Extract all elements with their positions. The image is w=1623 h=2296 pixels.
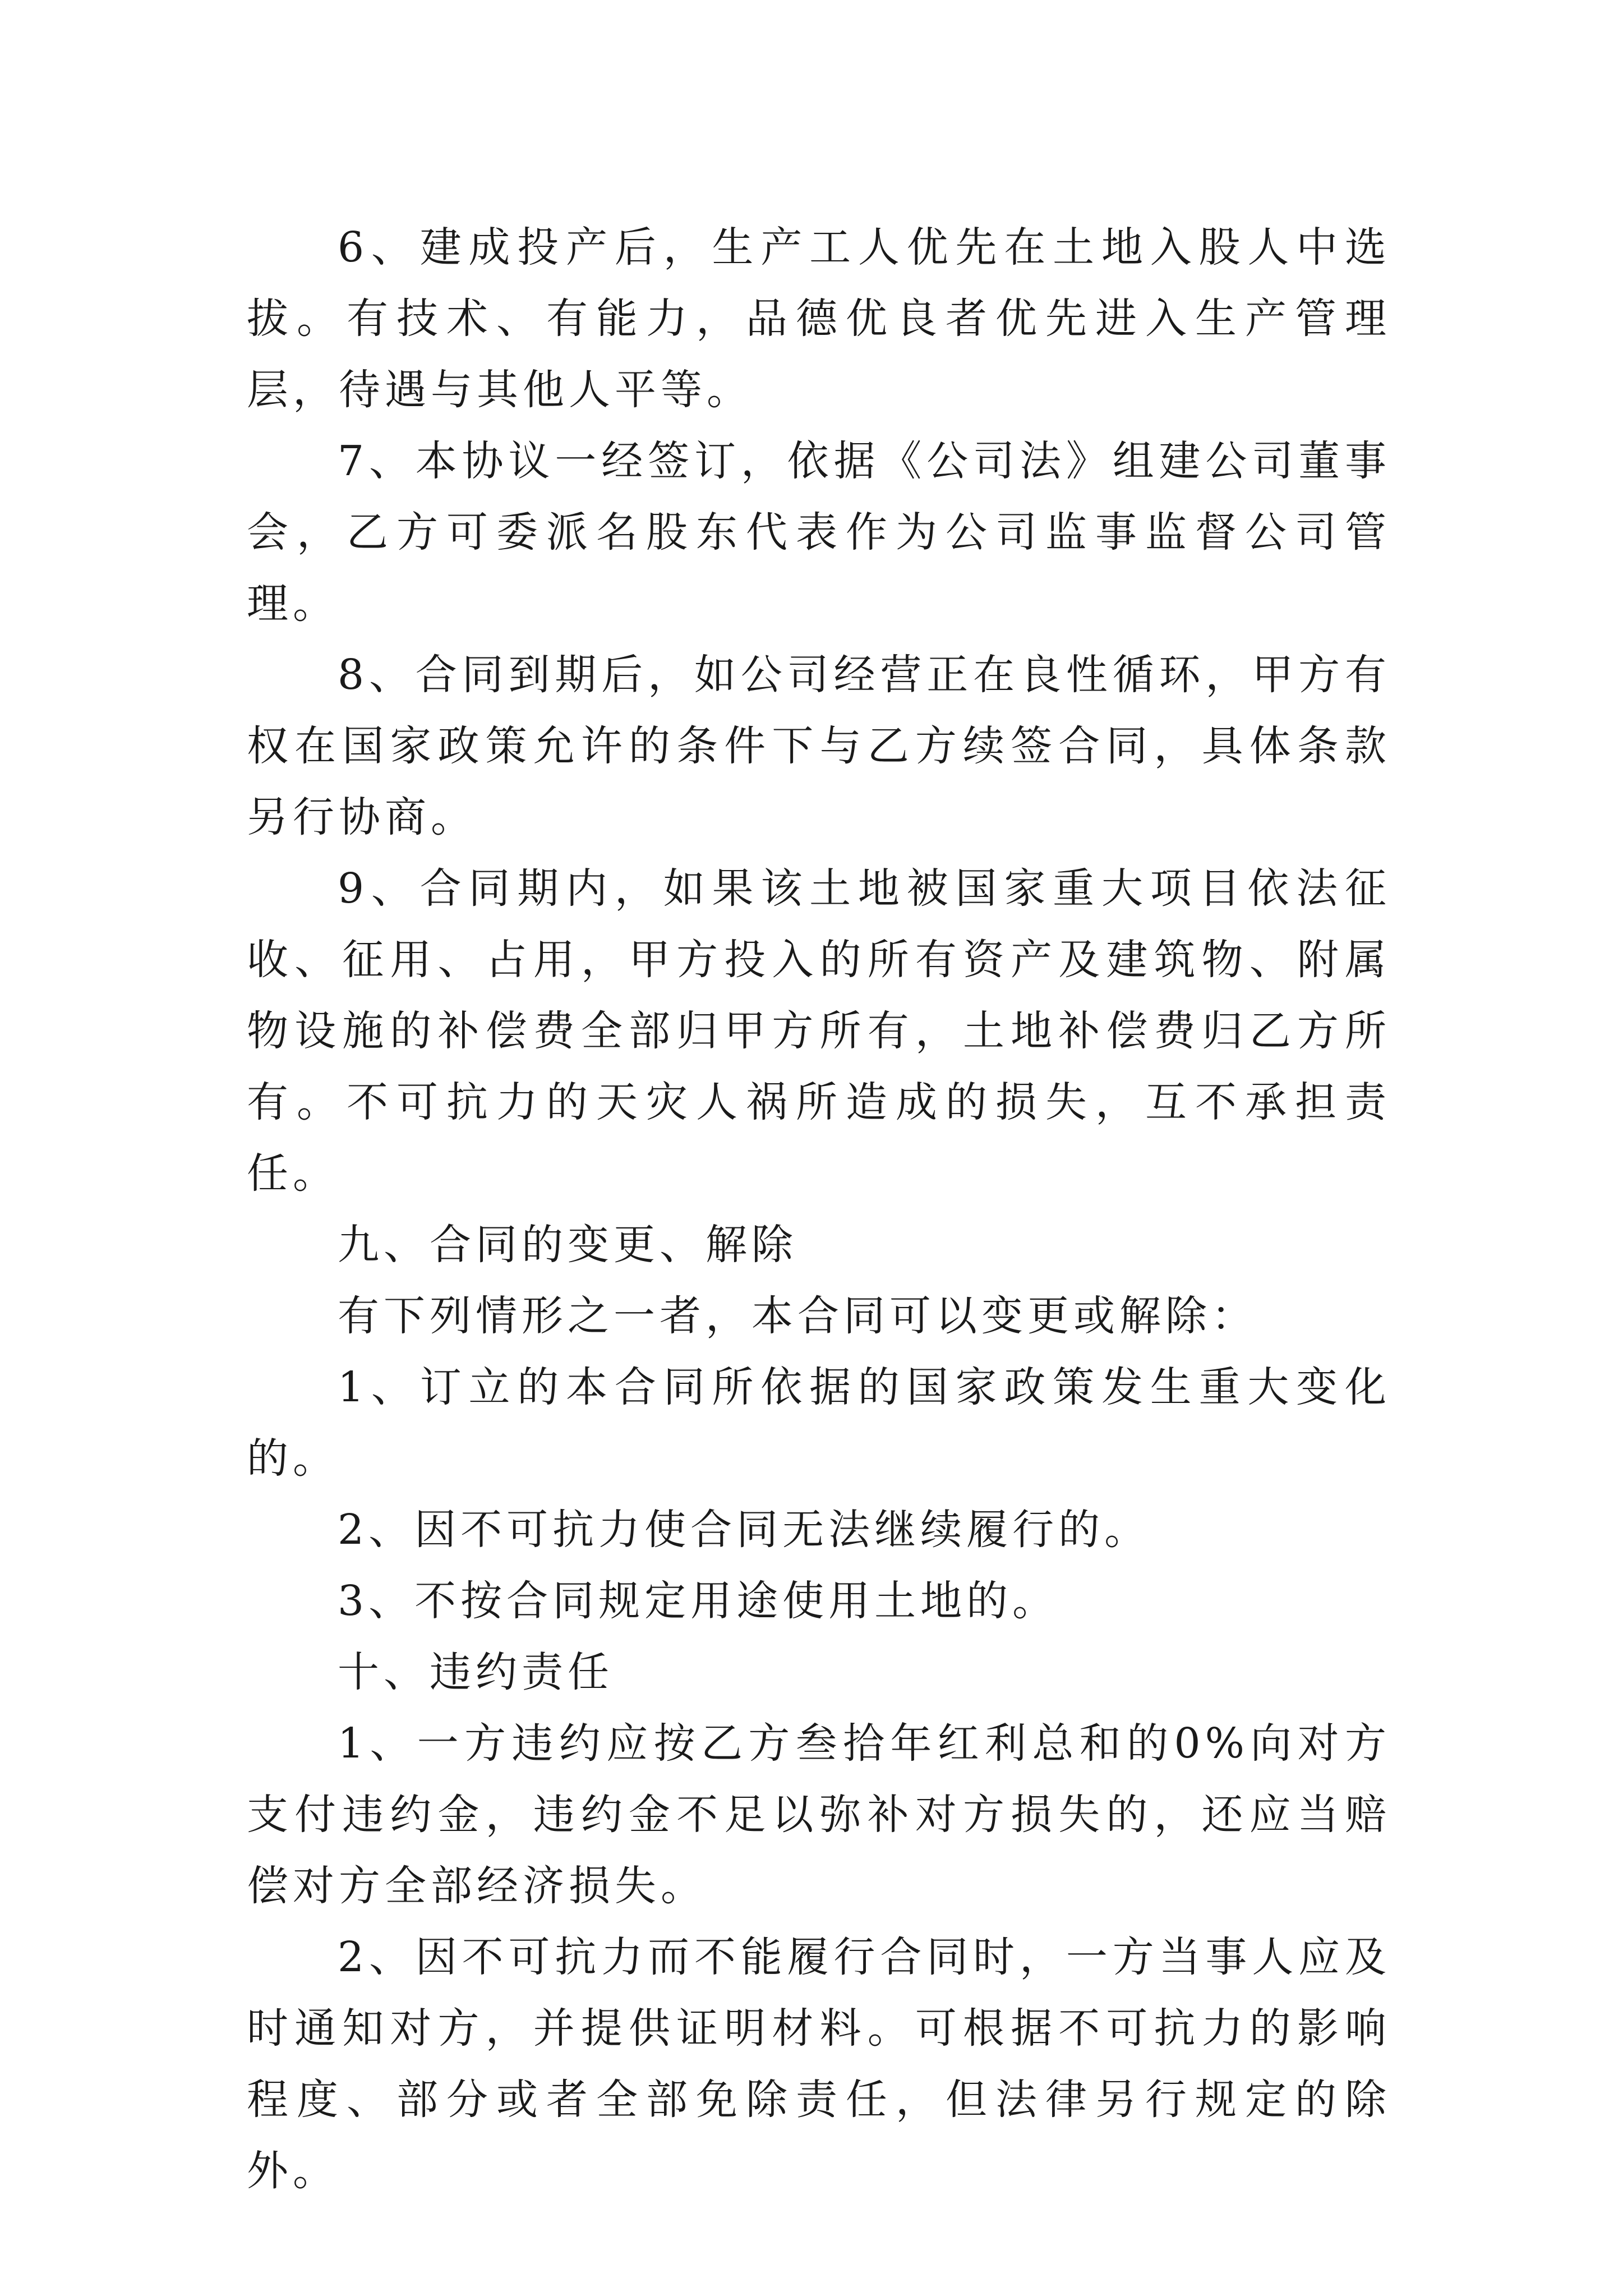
paragraph-change-intro: 有下列情形之一者，本合同可以变更或解除： <box>338 1292 1257 1340</box>
section-heading-9: 九、合同的变更、解除 <box>338 1221 797 1269</box>
paragraph-clause-7: 7、本协议一经签订，依据《公司法》组建公司董事会，乙方可委派名股东代表作为公司监事监督公司管理。 <box>247 437 1391 628</box>
section-heading-10: 十、违约责任 <box>338 1648 614 1696</box>
paragraph-liability-item-1: 1、一方违约应按乙方叁拾年红利总和的0%向对方支付违约金，违约金不足以弥补对方损失的，还应当赔偿对方全部经济损失。 <box>247 1719 1391 1910</box>
paragraph-change-item-2: 2、因不可抗力使合同无法继续履行的。 <box>338 1506 1151 1554</box>
paragraph-clause-6: 6、建成投产后，生产工人优先在土地入股人中选拔。有技术、有能力，品德优良者优先进入生产管理层，待遇与其他人平等。 <box>247 223 1391 414</box>
document-body <box>247 212 1391 2207</box>
paragraph-clause-9: 9、合同期内，如果该土地被国家重大项目依法征收、征用、占用，甲方投入的所有资产及建筑物、附属物设施的补偿费全部归甲方所有，土地补偿费归乙方所有。不可抗力的天灾人祸所造成的损失，互不承担责任。 <box>247 864 1391 1198</box>
paragraph-change-item-3: 3、不按合同规定用途使用土地的。 <box>338 1577 1059 1625</box>
paragraph-change-item-1: 1、订立的本合同所依据的国家政策发生重大变化的。 <box>247 1363 1391 1483</box>
paragraph-liability-item-2: 2、因不可抗力而不能履行合同时，一方当事人应及时通知对方，并提供证明材料。可根据不可抗力的影响程度、部分或者全部免除责任，但法律另行规定的除外。 <box>247 1933 1391 2195</box>
paragraph-clause-8: 8、合同到期后，如公司经营正在良性循环，甲方有权在国家政策允许的条件下与乙方续签合同，具体条款另行协商。 <box>247 651 1391 841</box>
